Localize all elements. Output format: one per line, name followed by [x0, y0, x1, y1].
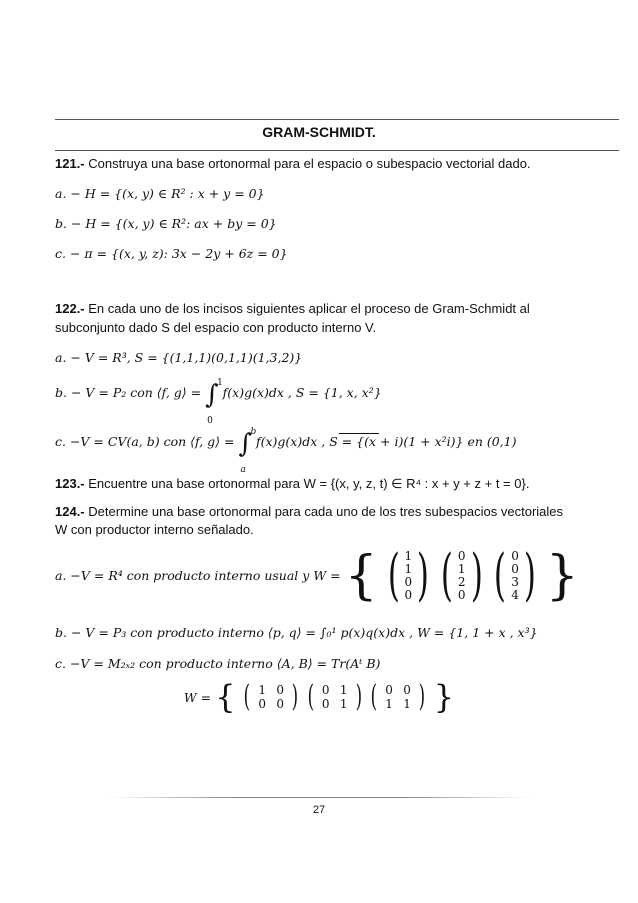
vector-entry: 0: [457, 588, 466, 602]
vector-set: [382, 543, 542, 608]
matrix-row: [380, 697, 416, 711]
problem-number: 124.-: [55, 504, 85, 519]
set-brace-left: {: [344, 546, 378, 606]
column-vector: [436, 543, 487, 608]
set-brace-right: }: [545, 546, 579, 606]
problem-number: 123.-: [55, 476, 85, 491]
vector-entries: [458, 550, 466, 602]
matrix-entries: [380, 683, 416, 711]
matrix-set: [239, 681, 429, 713]
matrix-row: [253, 697, 289, 711]
paren-right: ): [470, 543, 483, 608]
vector-entry: 0: [511, 562, 519, 576]
vector-entries: [511, 550, 519, 602]
problem-121-statement: [55, 156, 531, 172]
matrix-entry: 0: [403, 683, 411, 697]
matrix-entry: 0: [321, 697, 330, 711]
problem-124-c: c. −V = M₂ₓ₂ con producto interno ⟨A, B⟩ = Tr(Aᵗ B): [55, 656, 381, 671]
problem-122-a: a. − V = R³, S = {(1,1,1)(0,1,1)(1,3,2)}: [55, 350, 303, 365]
problem-122-b-left: b. − V = P₂ con ⟨f, g⟩ =: [55, 385, 202, 400]
problem-122-b-right: f(x)g(x)dx , S = {1, x, x²}: [222, 385, 382, 400]
matrix-entry: 1: [385, 697, 393, 711]
vector-entry: 1: [404, 562, 413, 576]
paren-left: (: [387, 543, 400, 608]
vector-entry: 1: [457, 562, 466, 576]
section-title: GRAM-SCHMIDT.: [262, 124, 376, 140]
problem-124-statement: [55, 504, 563, 520]
problem-124-a-left: a. −V = R⁴ con producto interno usual y W =: [55, 568, 341, 583]
problem-121-c: c. − π = {(x, y, z): 3x − 2y + 6z = 0}: [55, 246, 288, 261]
matrix-entry: 1: [258, 683, 267, 697]
paren-right: ): [417, 543, 430, 608]
title-rule: [55, 150, 619, 151]
paren-left: (: [494, 543, 507, 608]
matrix-entries: [317, 683, 353, 711]
paren-left: (: [440, 543, 453, 608]
column-vector: [383, 543, 434, 608]
column-vector: [489, 543, 540, 608]
problem-121-b: b. − H = {(x, y) ∈ R²: ax + by = 0}: [55, 216, 277, 231]
matrix-2x2: [305, 681, 364, 713]
paren-right: ): [291, 679, 299, 714]
problem-122-c-left: c. −V = CV(a, b) con ⟨f, g⟩ =: [55, 434, 235, 449]
matrix-row: [253, 683, 289, 697]
problem-124-statement-cont: W con productor interno señalado.: [55, 522, 254, 537]
matrix-set-w: [0, 680, 638, 714]
matrix-2x2: [241, 681, 300, 713]
top-rule: [55, 119, 619, 120]
integral-upper-limit: b: [250, 427, 257, 437]
problem-122-c: [55, 427, 517, 475]
matrix-entry: 1: [403, 697, 411, 711]
paren-right: ): [523, 543, 536, 608]
problem-123-statement: [55, 476, 529, 492]
problem-text: Encuentre una base ortonormal para W = {(x, y, z, t) ∈ R⁴ : x + y + z + t = 0}.: [88, 476, 530, 491]
matrix-2x2: [368, 681, 427, 713]
vector-entry: 1: [404, 549, 413, 563]
vector-entry: 2: [457, 575, 466, 589]
matrix-entry: 0: [321, 683, 330, 697]
problem-text: Construya una base ortonormal para el espacio o subespacio vectorial dado.: [88, 156, 531, 171]
vector-entry: 0: [457, 549, 466, 563]
problem-text: Determine una base ortonormal para cada uno de los tres subespacios vectoriales: [88, 504, 564, 519]
vector-entry: 0: [404, 588, 413, 602]
matrix-entry: 0: [258, 697, 267, 711]
integral-sign: ∫ b a: [238, 436, 252, 452]
conjugate-bar: [339, 433, 379, 434]
vector-entry: 4: [511, 588, 519, 602]
paren-left: (: [244, 679, 251, 714]
problem-122-statement: [55, 301, 530, 317]
problem-text: En cada uno de los incisos siguientes aplicar el proceso de Gram-Schmidt al: [88, 301, 530, 316]
w-label: W =: [183, 689, 212, 705]
problem-122-statement-cont: subconjunto dado S del espacio con producto interno V.: [55, 320, 377, 335]
problem-124-a: [55, 543, 579, 608]
matrix-row: [317, 683, 353, 697]
matrix-entry: 0: [385, 683, 393, 697]
vector-entry: 0: [404, 575, 413, 589]
footer-rule: [110, 797, 530, 798]
matrix-row: [380, 683, 416, 697]
integral-sign: ∫ 1 0: [205, 387, 219, 403]
paren-left: (: [370, 679, 378, 714]
set-brace-right: }: [433, 678, 455, 716]
matrix-entry: 0: [276, 683, 285, 697]
problem-124-b: b. − V = P₃ con producto interno ⟨p, q⟩ = ∫₀¹ p(x)q(x)dx , W = {1, 1 + x , x³}: [55, 625, 538, 640]
set-brace-left: {: [215, 678, 236, 716]
problem-122-b: [55, 378, 382, 426]
matrix-entries: [253, 683, 289, 711]
paren-right: ): [355, 679, 362, 714]
problem-number: 122.-: [55, 301, 85, 316]
matrix-entry: 1: [339, 697, 348, 711]
integral-upper-limit: 1: [217, 378, 223, 388]
integral-lower-limit: 0: [207, 416, 213, 426]
matrix-row: [317, 697, 353, 711]
matrix-entry: 0: [276, 697, 285, 711]
matrix-entry: 1: [339, 683, 348, 697]
paren-left: (: [307, 679, 315, 714]
page-number: 27: [312, 804, 326, 816]
paren-right: ): [418, 679, 426, 714]
problem-122-c-right: f(x)g(x)dx , S = {(x + i)(1 + x²i)} en (0,1): [255, 434, 517, 449]
problem-number: 121.-: [55, 156, 85, 171]
vector-entry: 0: [511, 549, 519, 563]
vector-entry: 3: [511, 575, 519, 589]
integral-lower-limit: a: [240, 465, 246, 475]
problem-121-a: a. − H = {(x, y) ∈ R² : x + y = 0}: [55, 186, 265, 201]
vector-entries: [405, 550, 413, 602]
